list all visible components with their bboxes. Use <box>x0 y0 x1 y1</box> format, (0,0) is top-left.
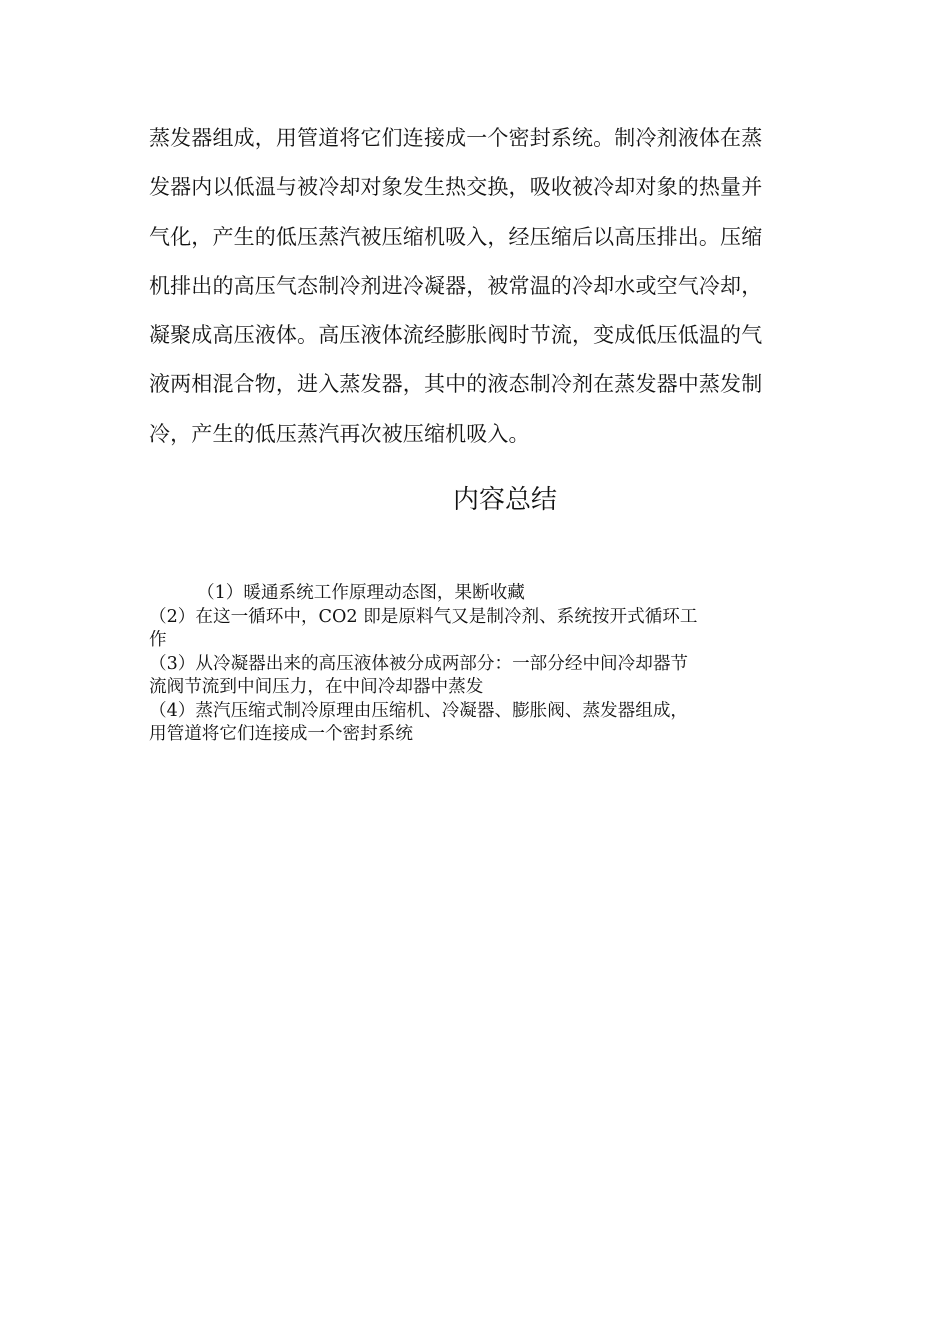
body-paragraph <box>149 114 801 459</box>
body-line: 液两相混合物，进入蒸发器，其中的液态制冷剂在蒸发器中蒸发制 <box>149 372 763 397</box>
summary-title: 内容总结 <box>452 485 557 515</box>
body-line: 蒸发器组成，用管道将它们连接成一个密封系统。制冷剂液体在蒸 <box>149 126 763 150</box>
summary-list <box>149 582 809 747</box>
body-line: 气化，产生的低压蒸汽被压缩机吸入，经压缩后以高压排出。压缩 <box>149 224 763 249</box>
summary-item-3: （3）从冷凝器出来的高压液体被分成两部分：一部分经中间冷却器节 <box>149 653 689 674</box>
summary-item-1: （1）暖通系统工作原理动态图，果断收藏 <box>197 583 525 603</box>
summary-item-4: （4）蒸汽压缩式制冷原理由压缩机、冷凝器、膨胀阀、蒸发器组成， <box>149 700 689 721</box>
body-line: 凝聚成高压液体。高压液体流经膨胀阀时节流，变成低压低温的气 <box>149 323 763 348</box>
body-line: 机排出的高压气态制冷剂进冷凝器，被常温的冷却水或空气冷却， <box>149 273 763 298</box>
body-line: 冷，产生的低压蒸汽再次被压缩机吸入。 <box>149 421 530 446</box>
summary-item-3-continued: 流阀节流到中间压力，在中间冷却器中蒸发 <box>149 677 484 697</box>
summary-item-2: （2）在这一循环中，CO2 即是原料气又是制冷剂、系统按开式循环工 <box>149 606 698 627</box>
summary-item-2-continued: 作 <box>149 630 167 650</box>
body-line: 发器内以低温与被冷却对象发生热交换，吸收被冷却对象的热量并 <box>149 175 763 200</box>
summary-item-4-continued: 用管道将它们连接成一个密封系统 <box>149 724 413 744</box>
